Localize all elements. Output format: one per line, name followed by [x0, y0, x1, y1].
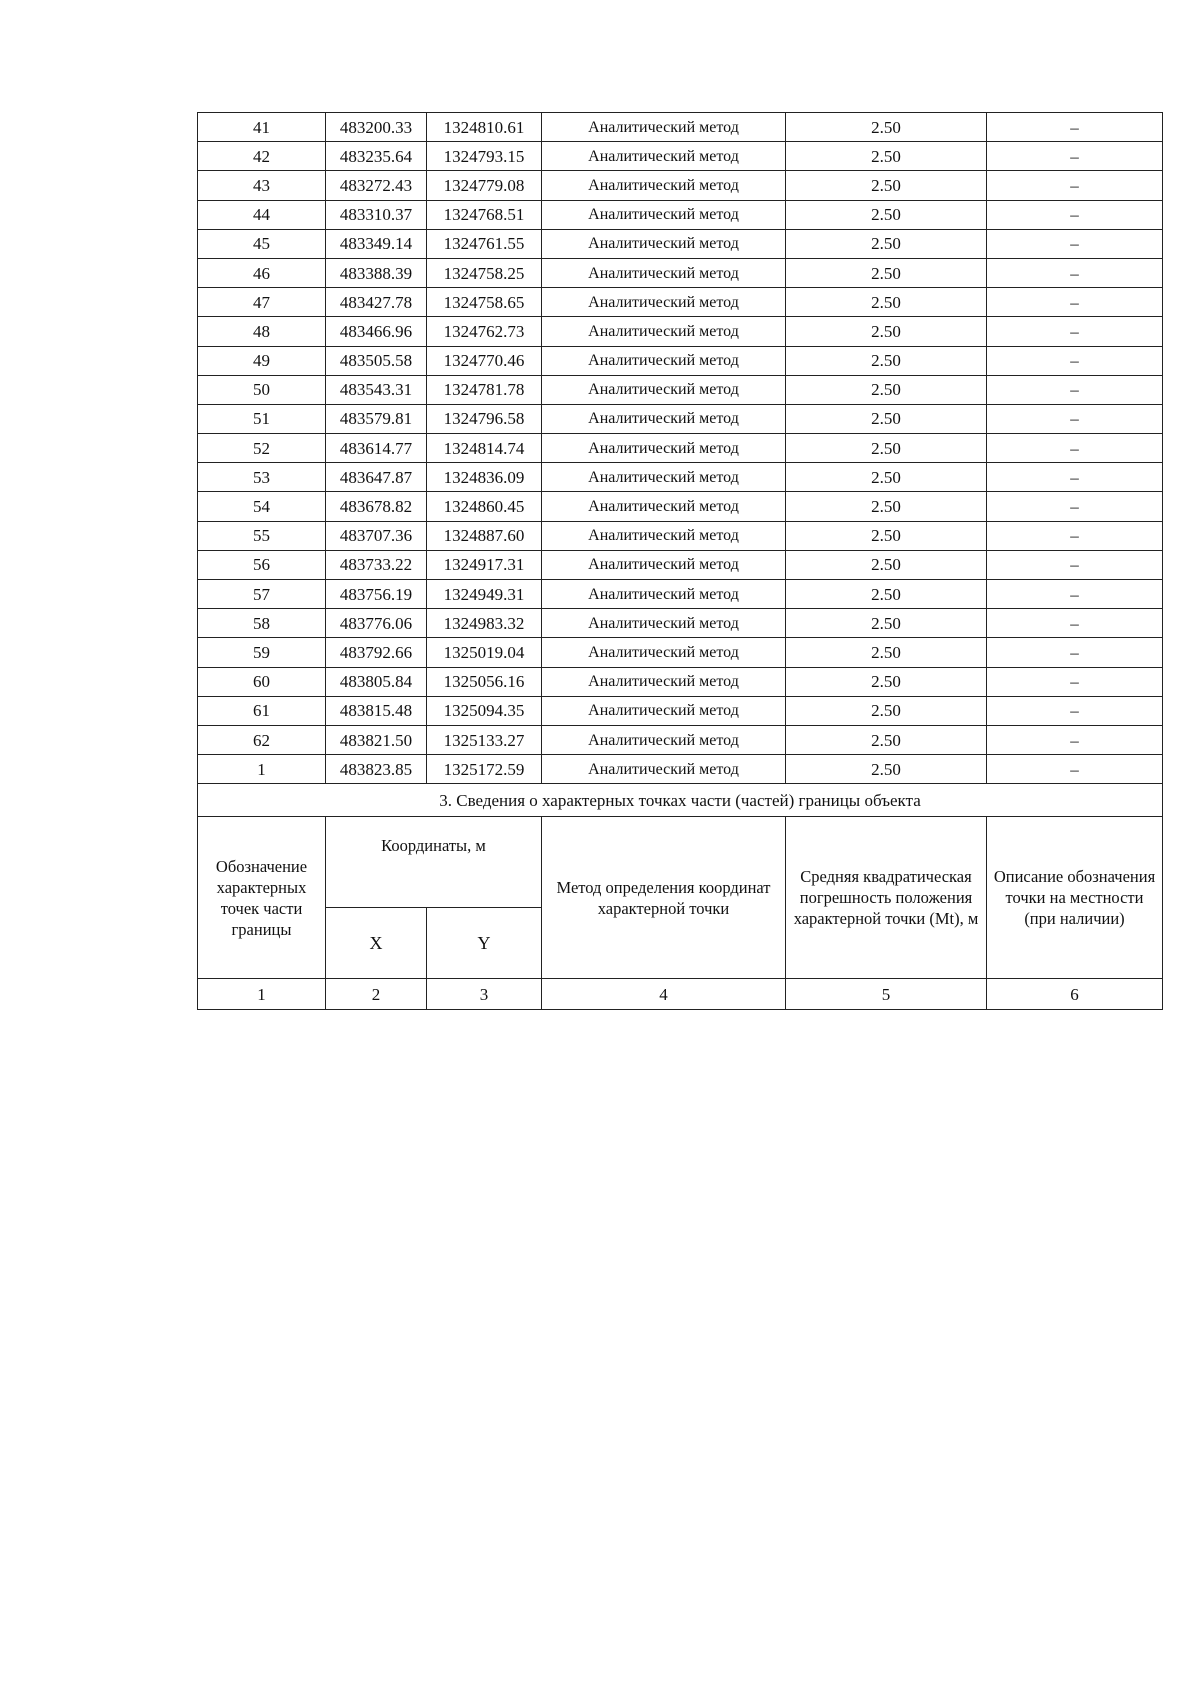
- description-cell: –: [987, 258, 1163, 287]
- method-cell: Аналитический метод: [542, 521, 786, 550]
- method-cell: Аналитический метод: [542, 667, 786, 696]
- header-y: Y: [427, 908, 542, 979]
- method-cell: Аналитический метод: [542, 171, 786, 200]
- mean-error-cell: 2.50: [786, 550, 987, 579]
- description-cell: –: [987, 375, 1163, 404]
- y-coordinate-cell: 1324836.09: [427, 463, 542, 492]
- point-number-cell: 42: [198, 142, 326, 171]
- point-number-cell: 60: [198, 667, 326, 696]
- mean-error-cell: 2.50: [786, 113, 987, 142]
- point-number-cell: 59: [198, 638, 326, 667]
- y-coordinate-cell: 1324793.15: [427, 142, 542, 171]
- method-cell: Аналитический метод: [542, 258, 786, 287]
- description-cell: –: [987, 609, 1163, 638]
- mean-error-cell: 2.50: [786, 404, 987, 433]
- table-row: [198, 142, 1163, 171]
- point-number-cell: 51: [198, 404, 326, 433]
- method-cell: Аналитический метод: [542, 696, 786, 725]
- point-number-cell: 62: [198, 725, 326, 754]
- point-number-cell: 41: [198, 113, 326, 142]
- description-cell: –: [987, 346, 1163, 375]
- x-coordinate-cell: 483707.36: [326, 521, 427, 550]
- document-sheet: [197, 112, 1162, 1010]
- method-cell: Аналитический метод: [542, 142, 786, 171]
- x-coordinate-cell: 483792.66: [326, 638, 427, 667]
- column-number: 6: [987, 979, 1163, 1010]
- mean-error-cell: 2.50: [786, 171, 987, 200]
- x-coordinate-cell: 483235.64: [326, 142, 427, 171]
- mean-error-cell: 2.50: [786, 725, 987, 754]
- table-row: [198, 580, 1163, 609]
- points-table-body: [198, 113, 1163, 784]
- point-number-cell: 54: [198, 492, 326, 521]
- method-cell: Аналитический метод: [542, 375, 786, 404]
- table-row: [198, 404, 1163, 433]
- table-row: [198, 434, 1163, 463]
- table-row: [198, 550, 1163, 579]
- table-row: [198, 229, 1163, 258]
- point-number-cell: 48: [198, 317, 326, 346]
- description-cell: –: [987, 492, 1163, 521]
- x-coordinate-cell: 483776.06: [326, 609, 427, 638]
- y-coordinate-cell: 1324758.65: [427, 288, 542, 317]
- y-coordinate-cell: 1324762.73: [427, 317, 542, 346]
- x-coordinate-cell: 483466.96: [326, 317, 427, 346]
- point-number-cell: 49: [198, 346, 326, 375]
- description-cell: –: [987, 317, 1163, 346]
- section3-header: [198, 784, 1163, 1010]
- y-coordinate-cell: 1324860.45: [427, 492, 542, 521]
- y-coordinate-cell: 1324761.55: [427, 229, 542, 258]
- point-number-cell: 58: [198, 609, 326, 638]
- table-row: [198, 317, 1163, 346]
- point-number-cell: 57: [198, 580, 326, 609]
- y-coordinate-cell: 1324810.61: [427, 113, 542, 142]
- x-coordinate-cell: 483349.14: [326, 229, 427, 258]
- description-cell: –: [987, 755, 1163, 784]
- description-cell: –: [987, 521, 1163, 550]
- x-coordinate-cell: 483200.33: [326, 113, 427, 142]
- y-coordinate-cell: 1324779.08: [427, 171, 542, 200]
- mean-error-cell: 2.50: [786, 492, 987, 521]
- method-cell: Аналитический метод: [542, 609, 786, 638]
- y-coordinate-cell: 1324770.46: [427, 346, 542, 375]
- mean-error-cell: 2.50: [786, 142, 987, 171]
- column-number: 4: [542, 979, 786, 1010]
- mean-error-cell: 2.50: [786, 317, 987, 346]
- table-row: [198, 288, 1163, 317]
- table-row: [198, 258, 1163, 287]
- x-coordinate-cell: 483756.19: [326, 580, 427, 609]
- table-row: [198, 521, 1163, 550]
- method-cell: Аналитический метод: [542, 200, 786, 229]
- y-coordinate-cell: 1324983.32: [427, 609, 542, 638]
- section3-title: 3. Сведения о характерных точках части (частей) границы объекта: [198, 784, 1163, 817]
- x-coordinate-cell: 483579.81: [326, 404, 427, 433]
- x-coordinate-cell: 483647.87: [326, 463, 427, 492]
- column-number: 3: [427, 979, 542, 1010]
- method-cell: Аналитический метод: [542, 463, 786, 492]
- method-cell: Аналитический метод: [542, 113, 786, 142]
- method-cell: Аналитический метод: [542, 317, 786, 346]
- method-cell: Аналитический метод: [542, 580, 786, 609]
- mean-error-cell: 2.50: [786, 521, 987, 550]
- header-coordinates: Координаты, м: [326, 817, 542, 908]
- mean-error-cell: 2.50: [786, 696, 987, 725]
- method-cell: Аналитический метод: [542, 492, 786, 521]
- column-number: 1: [198, 979, 326, 1010]
- description-cell: –: [987, 550, 1163, 579]
- method-cell: Аналитический метод: [542, 346, 786, 375]
- table-row: [198, 171, 1163, 200]
- y-coordinate-cell: 1324814.74: [427, 434, 542, 463]
- description-cell: –: [987, 667, 1163, 696]
- header-mean-error: Средняя квадратическая погрешность положения характерной точки (Mt), м: [786, 817, 987, 979]
- mean-error-cell: 2.50: [786, 258, 987, 287]
- mean-error-cell: 2.50: [786, 200, 987, 229]
- x-coordinate-cell: 483505.58: [326, 346, 427, 375]
- table-row: [198, 113, 1163, 142]
- description-cell: –: [987, 463, 1163, 492]
- header-method: Метод определения координат характерной точки: [542, 817, 786, 979]
- point-number-cell: 47: [198, 288, 326, 317]
- point-number-cell: 44: [198, 200, 326, 229]
- column-number: 5: [786, 979, 987, 1010]
- column-number: 2: [326, 979, 427, 1010]
- table-row: [198, 755, 1163, 784]
- x-coordinate-cell: 483678.82: [326, 492, 427, 521]
- header-description: Описание обозначения точки на местности (при наличии): [987, 817, 1163, 979]
- point-number-cell: 50: [198, 375, 326, 404]
- mean-error-cell: 2.50: [786, 667, 987, 696]
- mean-error-cell: 2.50: [786, 609, 987, 638]
- method-cell: Аналитический метод: [542, 638, 786, 667]
- table-row: [198, 638, 1163, 667]
- point-number-cell: 52: [198, 434, 326, 463]
- mean-error-cell: 2.50: [786, 375, 987, 404]
- point-number-cell: 46: [198, 258, 326, 287]
- header-x: X: [326, 908, 427, 979]
- mean-error-cell: 2.50: [786, 434, 987, 463]
- points-table: [197, 112, 1163, 1010]
- description-cell: –: [987, 200, 1163, 229]
- description-cell: –: [987, 142, 1163, 171]
- y-coordinate-cell: 1324781.78: [427, 375, 542, 404]
- point-number-cell: 43: [198, 171, 326, 200]
- method-cell: Аналитический метод: [542, 229, 786, 258]
- x-coordinate-cell: 483815.48: [326, 696, 427, 725]
- mean-error-cell: 2.50: [786, 580, 987, 609]
- x-coordinate-cell: 483272.43: [326, 171, 427, 200]
- mean-error-cell: 2.50: [786, 463, 987, 492]
- x-coordinate-cell: 483427.78: [326, 288, 427, 317]
- mean-error-cell: 2.50: [786, 288, 987, 317]
- x-coordinate-cell: 483805.84: [326, 667, 427, 696]
- method-cell: Аналитический метод: [542, 434, 786, 463]
- description-cell: –: [987, 229, 1163, 258]
- x-coordinate-cell: 483823.85: [326, 755, 427, 784]
- x-coordinate-cell: 483543.31: [326, 375, 427, 404]
- description-cell: –: [987, 434, 1163, 463]
- method-cell: Аналитический метод: [542, 404, 786, 433]
- header-point-designation: Обозначение характерных точек части границы: [198, 817, 326, 979]
- description-cell: –: [987, 113, 1163, 142]
- table-row: [198, 609, 1163, 638]
- y-coordinate-cell: 1325172.59: [427, 755, 542, 784]
- table-row: [198, 463, 1163, 492]
- y-coordinate-cell: 1324796.58: [427, 404, 542, 433]
- method-cell: Аналитический метод: [542, 550, 786, 579]
- description-cell: –: [987, 171, 1163, 200]
- x-coordinate-cell: 483388.39: [326, 258, 427, 287]
- description-cell: –: [987, 404, 1163, 433]
- table-row: [198, 346, 1163, 375]
- mean-error-cell: 2.50: [786, 638, 987, 667]
- y-coordinate-cell: 1325094.35: [427, 696, 542, 725]
- point-number-cell: 1: [198, 755, 326, 784]
- y-coordinate-cell: 1324768.51: [427, 200, 542, 229]
- description-cell: –: [987, 580, 1163, 609]
- mean-error-cell: 2.50: [786, 346, 987, 375]
- method-cell: Аналитический метод: [542, 725, 786, 754]
- x-coordinate-cell: 483821.50: [326, 725, 427, 754]
- method-cell: Аналитический метод: [542, 288, 786, 317]
- table-row: [198, 696, 1163, 725]
- point-number-cell: 53: [198, 463, 326, 492]
- table-row: [198, 492, 1163, 521]
- mean-error-cell: 2.50: [786, 755, 987, 784]
- mean-error-cell: 2.50: [786, 229, 987, 258]
- point-number-cell: 56: [198, 550, 326, 579]
- description-cell: –: [987, 288, 1163, 317]
- point-number-cell: 45: [198, 229, 326, 258]
- y-coordinate-cell: 1324758.25: [427, 258, 542, 287]
- x-coordinate-cell: 483310.37: [326, 200, 427, 229]
- method-cell: Аналитический метод: [542, 755, 786, 784]
- y-coordinate-cell: 1324949.31: [427, 580, 542, 609]
- table-row: [198, 200, 1163, 229]
- table-row: [198, 725, 1163, 754]
- y-coordinate-cell: 1325019.04: [427, 638, 542, 667]
- description-cell: –: [987, 638, 1163, 667]
- description-cell: –: [987, 725, 1163, 754]
- table-row: [198, 375, 1163, 404]
- y-coordinate-cell: 1325133.27: [427, 725, 542, 754]
- point-number-cell: 61: [198, 696, 326, 725]
- y-coordinate-cell: 1324887.60: [427, 521, 542, 550]
- x-coordinate-cell: 483614.77: [326, 434, 427, 463]
- x-coordinate-cell: 483733.22: [326, 550, 427, 579]
- point-number-cell: 55: [198, 521, 326, 550]
- y-coordinate-cell: 1324917.31: [427, 550, 542, 579]
- description-cell: –: [987, 696, 1163, 725]
- y-coordinate-cell: 1325056.16: [427, 667, 542, 696]
- table-row: [198, 667, 1163, 696]
